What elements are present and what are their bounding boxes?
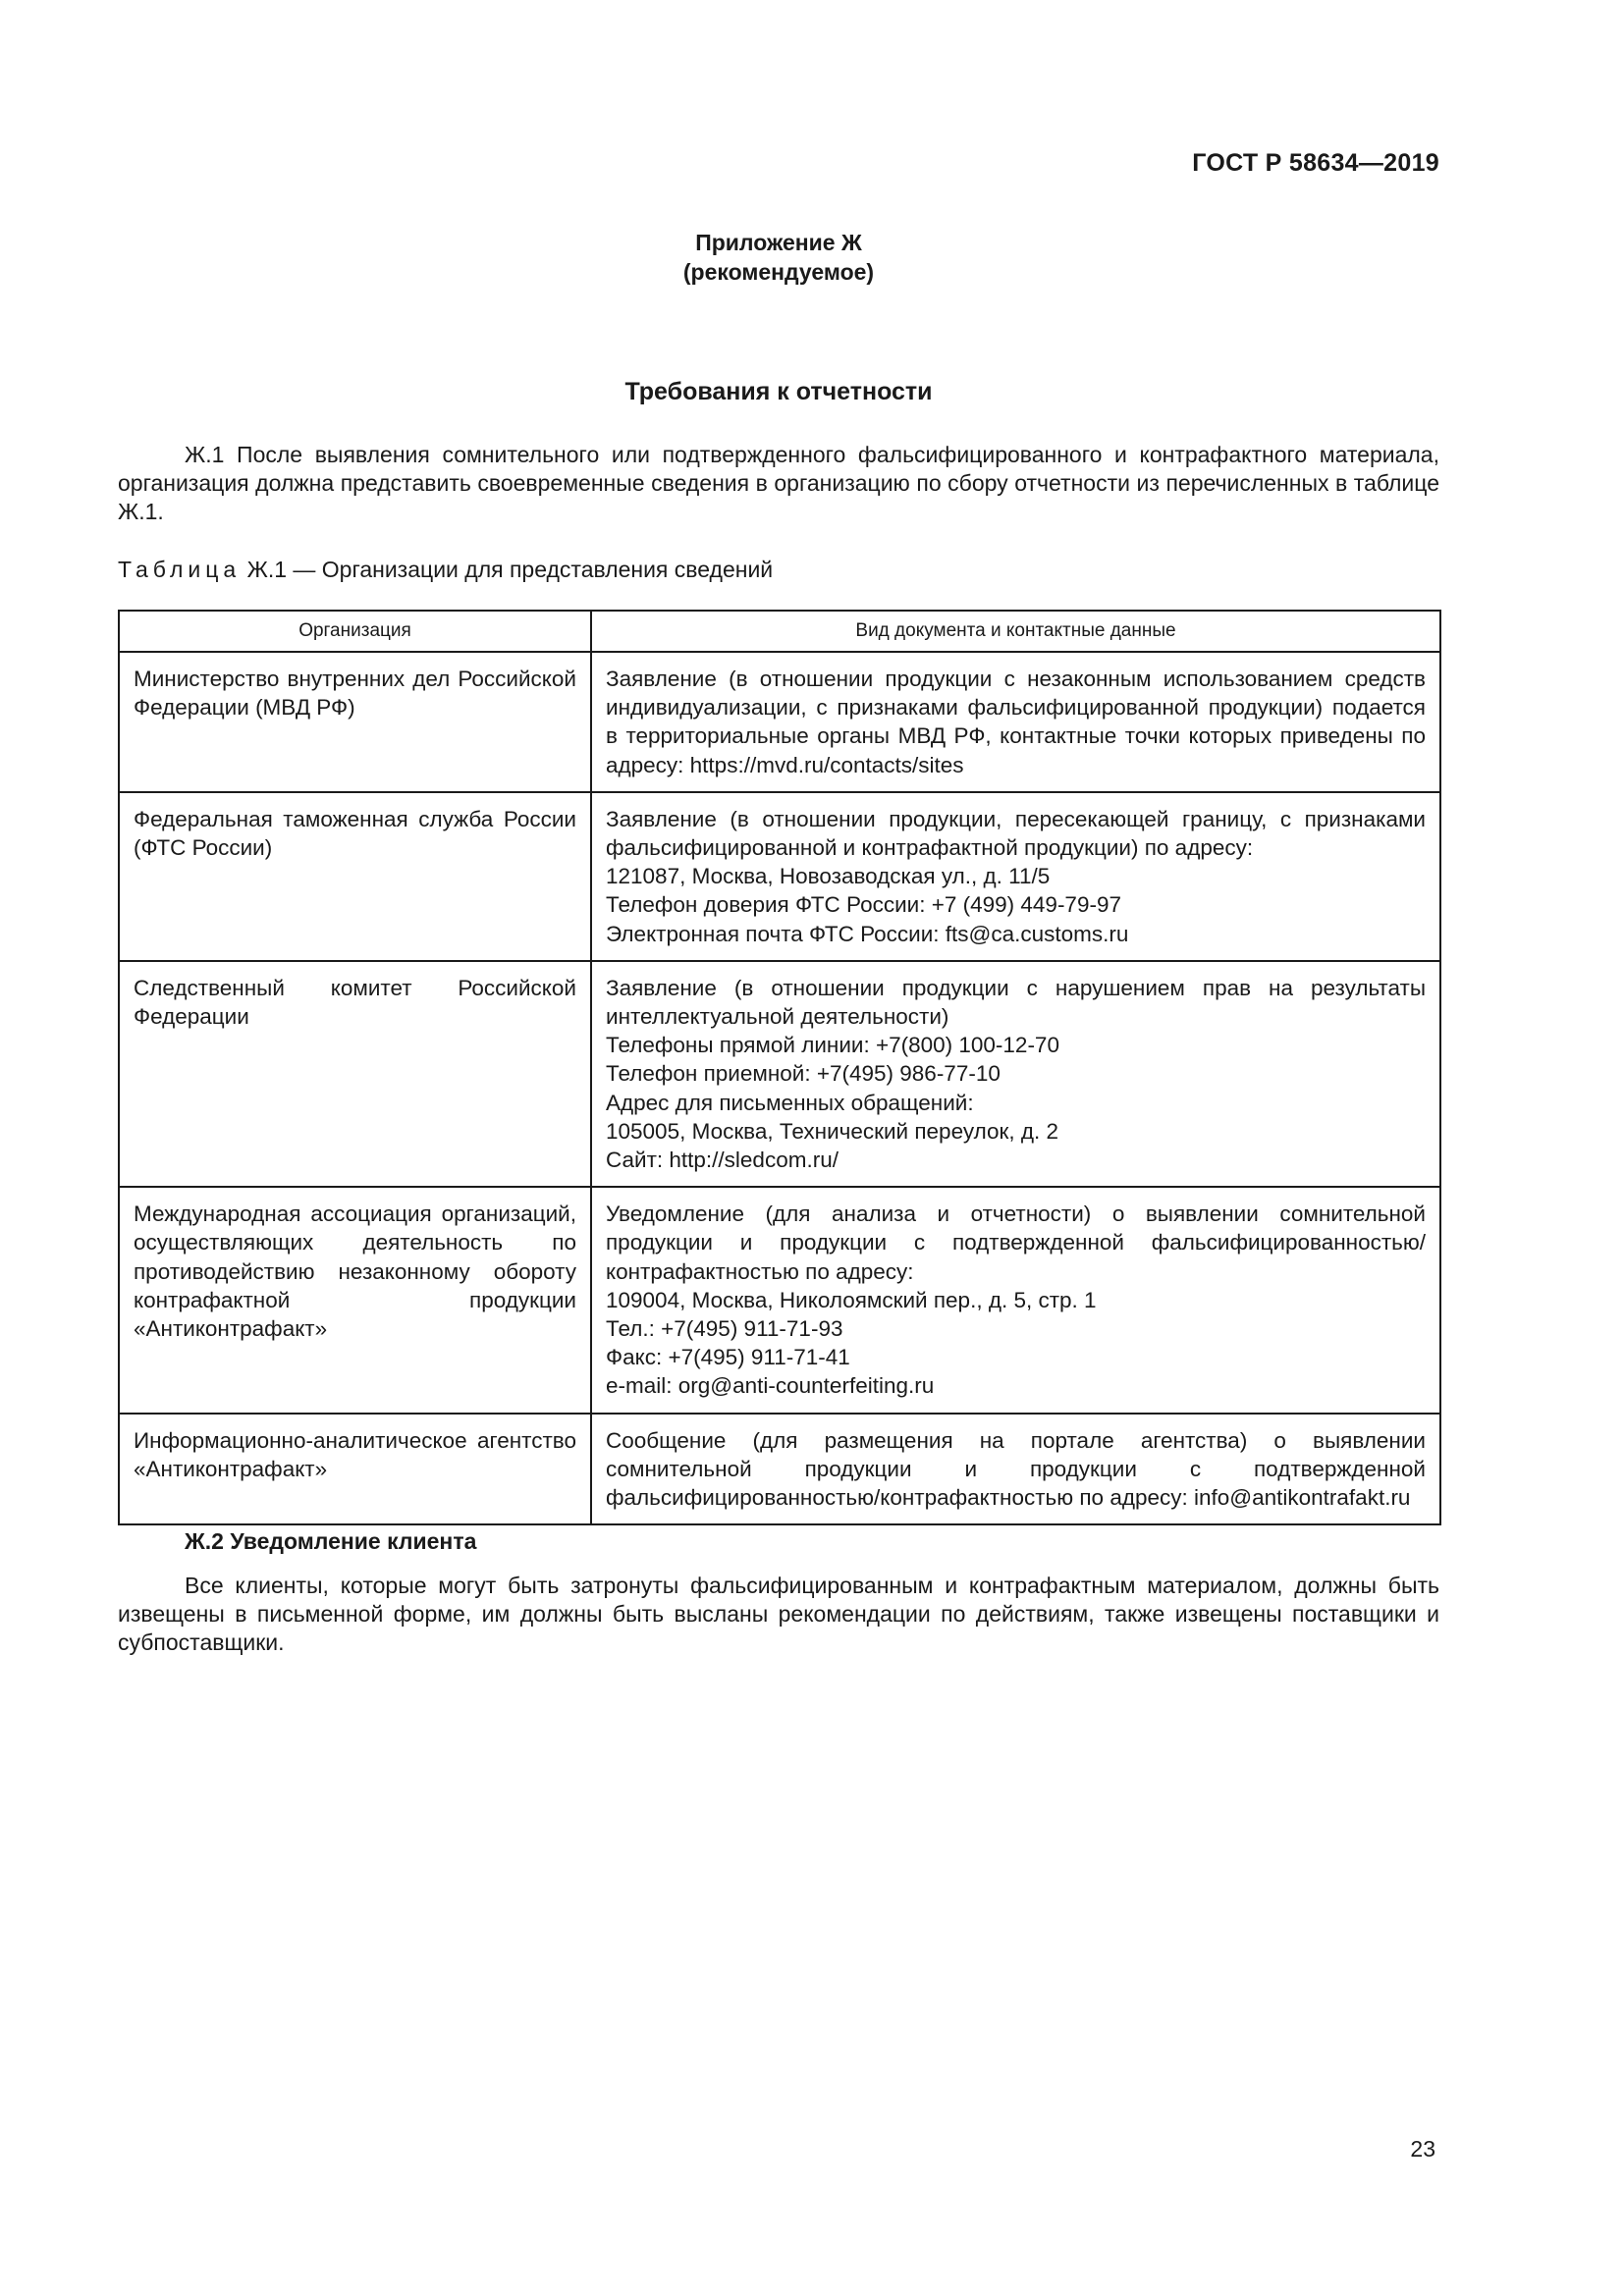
contacts-line: Адрес для письменных обращений: [606,1090,974,1115]
contacts-line: Факс: +7(495) 911-71-41 [606,1345,850,1370]
appendix-title: Приложение Ж [695,230,862,255]
table-row [119,652,1440,792]
contacts-line: Электронная почта ФТС России: fts@ca.customs.ru [606,921,1129,946]
org-cell: Информационно-аналитическое агентство «Антиконтрафакт» [119,1414,591,1525]
org-cell: Федеральная таможенная служба России (ФТС России) [119,792,591,961]
contacts-line: Сайт: http://sledcom.ru/ [606,1148,839,1173]
contacts-line: 121087, Москва, Новозаводская ул., д. 11/5 [606,864,1051,889]
page-number: 23 [1410,2136,1435,2162]
paragraph-zh1: Ж.1 После выявления сомнительного или подтвержденного фальсифицированного и контрафактного материала, организация должна представить своевременные сведения в организацию по сбору отчетности из перечисленных в таблице Ж.1. [118,442,1439,524]
appendix-heading [118,228,1439,287]
table-caption [118,557,773,583]
contacts-cell [591,961,1440,1187]
table-row [119,1414,1440,1525]
contacts-cell [591,1187,1440,1413]
document-page [118,0,1439,2296]
subsection-title: Ж.2 Уведомление клиента [185,1528,477,1554]
table-row [119,1187,1440,1413]
section-title: Требования к отчетности [624,378,933,405]
contacts-line: Телефон доверия ФТС России: +7 (499) 449-79-97 [606,892,1121,918]
paragraph-zh2: Все клиенты, которые могут быть затронуты фальсифицированным и контрафактным материалом, должны быть извещены в письменной форме, им должны быть высланы рекомендации по действиям, также извещены поставщики и субпоставщики. [118,1573,1439,1655]
contacts-line: 109004, Москва, Николоямский пер., д. 5, стр. 1 [606,1287,1097,1312]
table-row [119,792,1440,961]
header-document-contacts: Вид документа и контактные данные [591,611,1440,652]
table-row [119,961,1440,1187]
contacts-line: Уведомление (для анализа и отчетности) о выявлении сомнительной продукции и продукции с подтвержденной фальсифицированностью/ контрафактностью по адресу: [606,1201,1426,1284]
org-cell: Следственный комитет Российской Федерации [119,961,591,1187]
contacts-line: e-mail: org@anti-counterfeiting.ru [606,1373,935,1399]
contacts-line: Сообщение (для размещения на портале агентства) о выявлении сомнительной продукции и продукции с подтвержденной фальсифицированностью/контрафактностью по адресу: info@antikontrafakt.ru [606,1427,1426,1511]
header-organization: Организация [119,611,591,652]
contacts-line: 105005, Москва, Технический переулок, д. 2 [606,1118,1058,1144]
contacts-line: Тел.: +7(495) 911-71-93 [606,1316,843,1342]
contacts-line: Телефоны прямой линии: +7(800) 100-12-70 [606,1033,1059,1058]
contacts-cell [591,1414,1440,1525]
contacts-cell [591,792,1440,961]
contacts-line: Заявление (в отношении продукции с нарушением прав на результаты интеллектуальной деятельности) [606,975,1426,1030]
appendix-subtitle: (рекомендуемое) [682,259,875,285]
document-code: ГОСТ Р 58634—2019 [1192,149,1439,177]
table-caption-prefix: Таблица [118,557,242,582]
table-caption-text: Ж.1 — Организации для представления сведений [241,557,774,582]
contacts-line: Заявление (в отношении продукции, пересекающей границу, с признаками фальсифицированной и контрафактной продукции) по адресу: [606,806,1426,861]
contacts-line: Заявление (в отношении продукции с незаконным использованием средств индивидуализации, с признаками фальсифицированной продукции) подается в территориальные органы МВД РФ, контактные точки которых приведены по адресу: https://mvd.ru/contacts/sites [606,667,1426,777]
table-header-row [119,611,1440,652]
organizations-table [118,610,1441,1525]
contacts-line: Телефон приемной: +7(495) 986-77-10 [606,1061,1001,1087]
org-cell: Министерство внутренних дел Российской Федерации (МВД РФ) [119,652,591,792]
org-cell: Международная ассоциация организаций, осуществляющих деятельность по противодействию незаконному обороту контрафактной продукции «Антиконтрафакт» [119,1187,591,1413]
contacts-cell [591,652,1440,792]
